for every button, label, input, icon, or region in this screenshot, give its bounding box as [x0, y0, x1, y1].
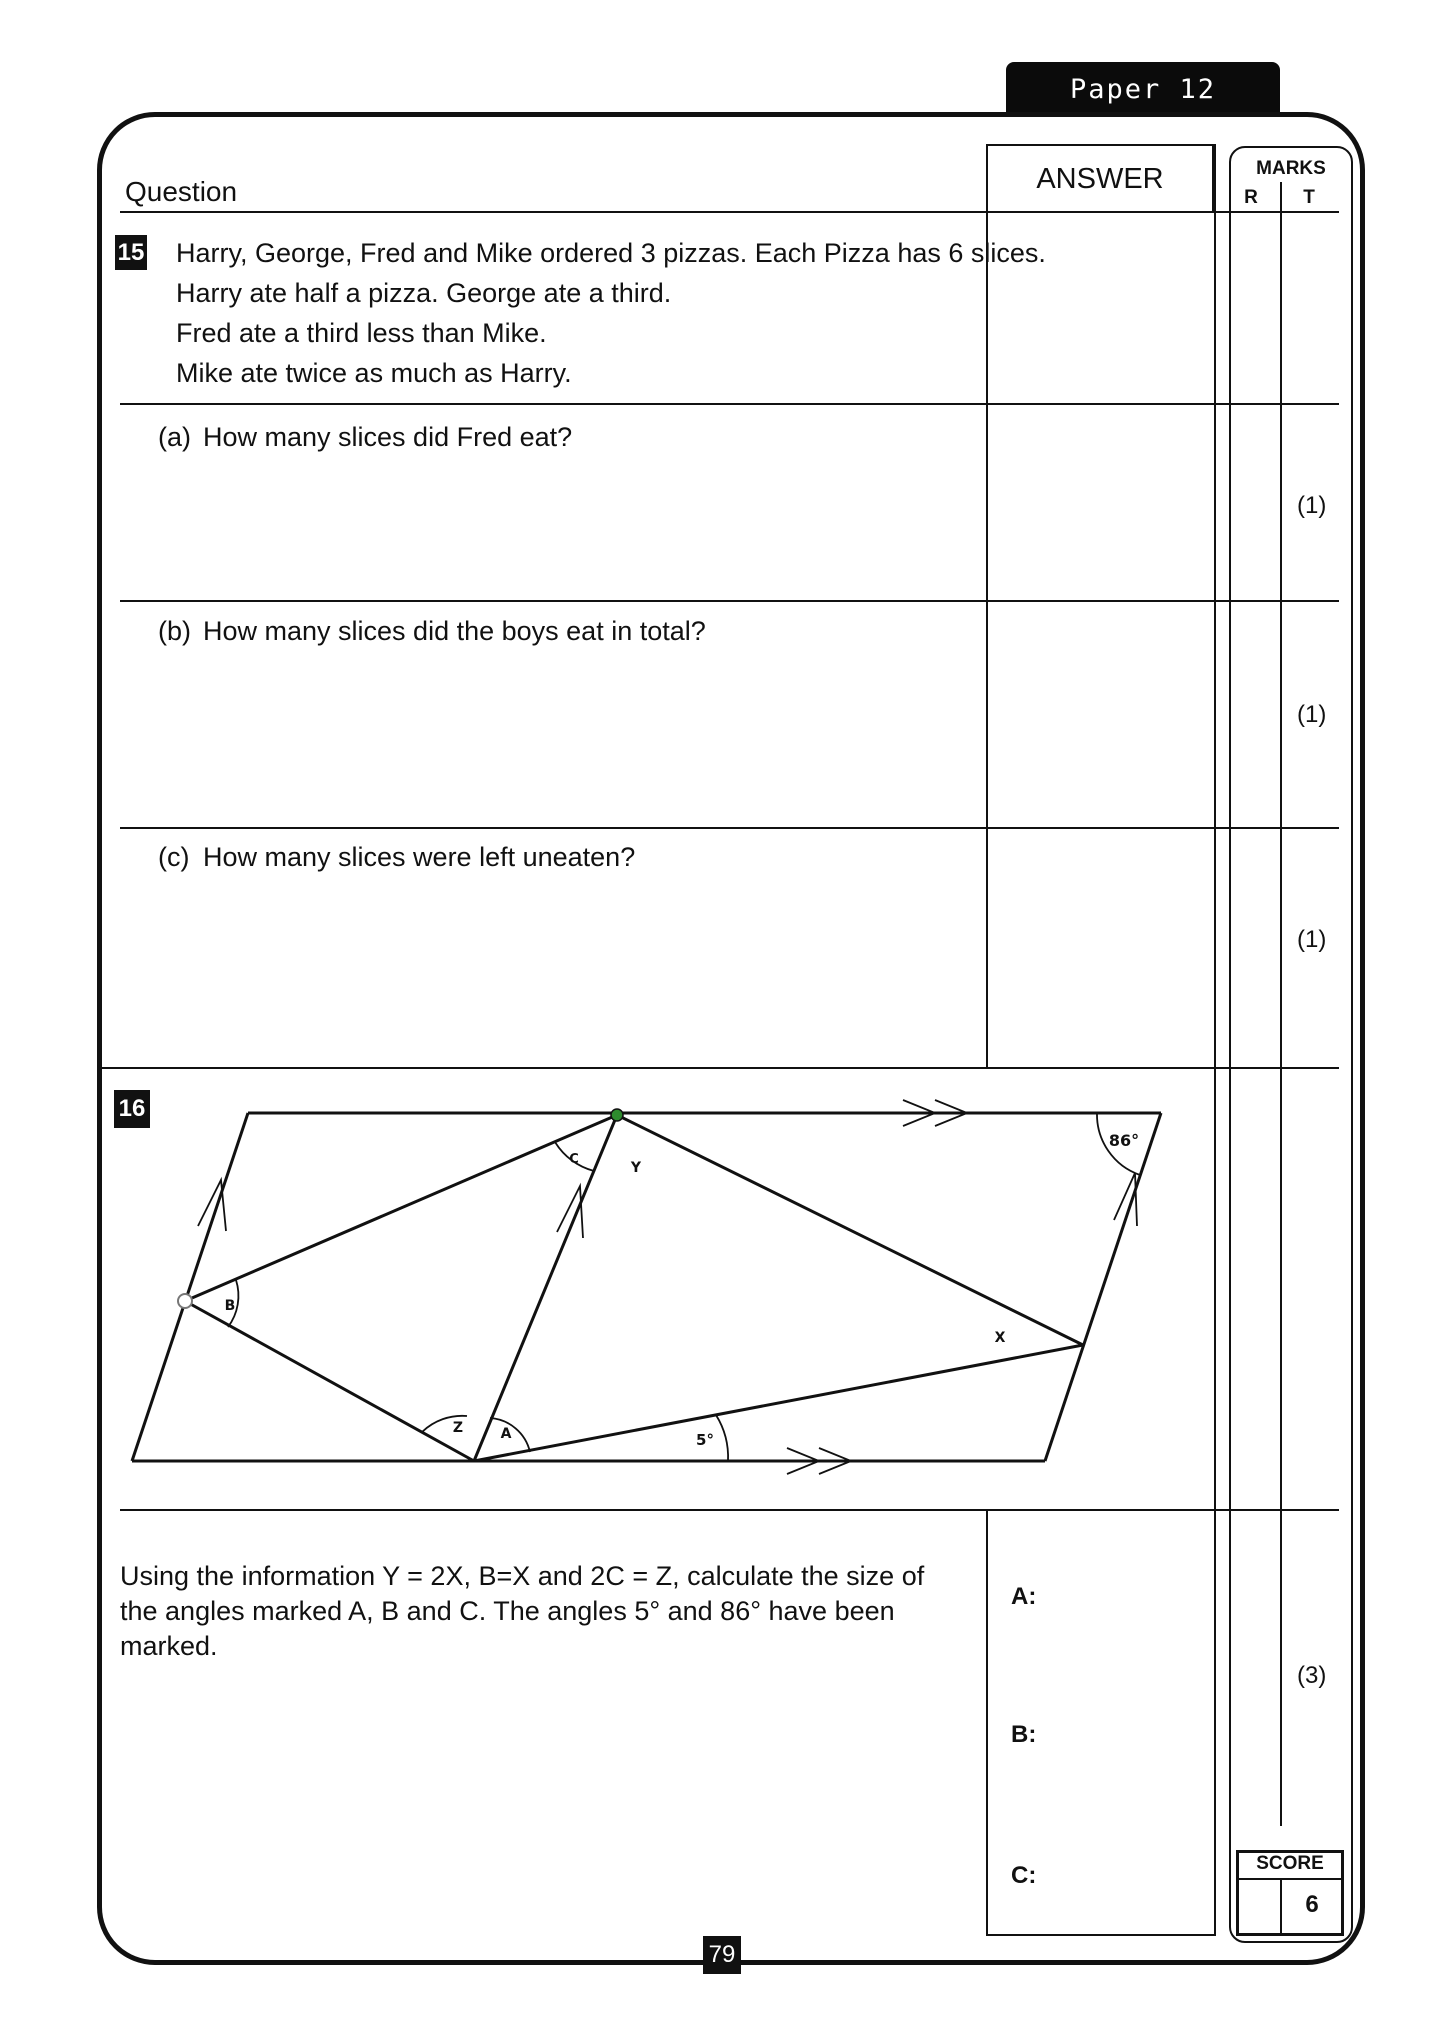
part-question: How many slices did the boys eat in total?	[203, 616, 706, 646]
label-a: A	[500, 1426, 512, 1442]
line-bottom-to-right	[474, 1345, 1083, 1461]
answer-label-a: A:	[1011, 1583, 1037, 1610]
answer-field-c[interactable]	[1040, 1854, 1210, 1894]
score-label: SCORE	[1256, 1853, 1324, 1874]
q16-text-line: Using the information Y = 2X, B=X and 2C = Z, calculate the size of	[120, 1561, 925, 1591]
score-value: 6	[1305, 1891, 1319, 1918]
part-label: (c)	[158, 842, 190, 872]
answer-field-a[interactable]	[1040, 1575, 1210, 1615]
q16-text-line: the angles marked A, B and C. The angles 5° and 86° have been	[120, 1596, 895, 1626]
marks-r-header: R	[1244, 187, 1258, 208]
question-number: 16	[114, 1090, 150, 1128]
label-c: C	[569, 1152, 579, 1167]
answer-field-b[interactable]	[1040, 1713, 1210, 1753]
label-y: Y	[630, 1160, 642, 1176]
vertex-dot	[611, 1109, 623, 1121]
answer-label-b: B:	[1011, 1721, 1037, 1748]
marks-value: (1)	[1297, 926, 1327, 953]
line-top-to-right	[617, 1115, 1083, 1345]
part-label: (b)	[158, 616, 191, 646]
answer-label-c: C:	[1011, 1862, 1037, 1889]
vertex-dot	[178, 1294, 192, 1308]
marks-value: (3)	[1297, 1662, 1327, 1689]
parallelogram-right-edge	[1045, 1113, 1161, 1461]
parallelogram-left-edge	[132, 1113, 248, 1461]
label-86: 86°	[1108, 1131, 1140, 1150]
part-label: (a)	[158, 422, 191, 452]
label-b: B	[224, 1298, 236, 1314]
label-z: Z	[452, 1420, 464, 1436]
marks-value: (1)	[1297, 701, 1327, 728]
question-header: Question	[125, 176, 238, 207]
paper-label: Paper 12	[1006, 62, 1280, 114]
answer-header: ANSWER	[1036, 163, 1164, 195]
marks-value: (1)	[1297, 492, 1327, 519]
label-x: X	[994, 1330, 1006, 1346]
q15-line: Mike ate twice as much as Harry.	[176, 358, 572, 388]
q15-line: Fred ate a third less than Mike.	[176, 318, 547, 348]
label-5: 5°	[696, 1431, 714, 1449]
marks-t-header: T	[1303, 187, 1315, 208]
q16-text-line: marked.	[120, 1631, 218, 1661]
q15-line: Harry, George, Fred and Mike ordered 3 pizzas. Each Pizza has 6 slices.	[176, 238, 1046, 268]
part-question: How many slices did Fred eat?	[203, 422, 573, 452]
angle-5-arc	[716, 1415, 728, 1461]
q15-line: Harry ate half a pizza. George ate a third.	[176, 278, 672, 308]
marks-header: MARKS	[1256, 158, 1326, 179]
score-divider	[1236, 1878, 1344, 1880]
part-question: How many slices were left uneaten?	[203, 842, 636, 872]
page-number: 79	[703, 1936, 741, 1974]
question-number: 15	[115, 235, 147, 270]
